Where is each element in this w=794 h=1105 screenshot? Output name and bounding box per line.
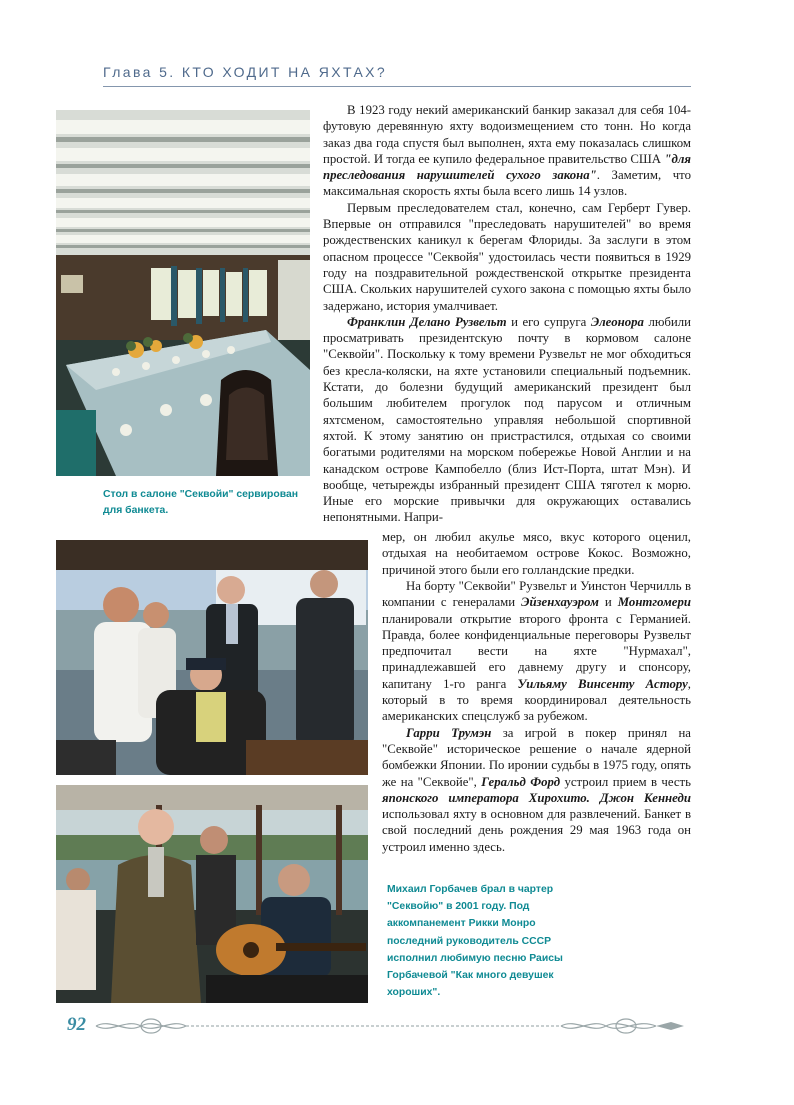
name-hirohito-kennedy: японского императора Хирохито. Джон Кеннеди xyxy=(382,790,691,805)
paragraph-2: Первым преследователем стал, конечно, сам Герберт Гувер. Впервые он отправился "преследовать нарушителей" во время рождественских каникул к берегам Флориды. За заслуги в этом опасном процессе "Секвойя" удостоилась чести появиться в 1929 году на поздравительной рождественской открытке президента США. Скольких нарушителей сухого закона с помощью яхты было задержано, история умалчивает. xyxy=(323,200,691,313)
article-text-bottom xyxy=(382,578,691,855)
page-number: 92 xyxy=(67,1014,86,1035)
paragraph-3 xyxy=(323,314,691,526)
page-footer xyxy=(56,1012,694,1042)
name-truman: Гарри Трумэн xyxy=(406,725,492,740)
gorbachev-photo xyxy=(56,785,368,1003)
rope-ornament xyxy=(56,1012,694,1042)
paragraph-1 xyxy=(323,102,691,200)
caption-gorbachev: Михаил Горбачев брал в чартер "Секвойю" в 2001 году. Под аккомпанемент Рикки Монро последний руководитель СССР исполнил любимую песню Раисы Горбачевой "Как много девушек хороших". xyxy=(387,884,563,999)
paragraph-4-end: , который в то время координировал деятельность американских спецслужб за рубежом. xyxy=(382,676,691,724)
paragraph-1-emphasis: "для преследования нарушителей сухого закона" xyxy=(323,151,691,183)
paragraph-5-end: использовал яхту в основном для развлечений. Банкет в свой последний день рождения 29 мая 1963 года он устроил именно здесь. xyxy=(382,807,691,854)
paragraph-3-continued: мер, он любил акулье мясо, вкус которого оценил, отдыхая на необитаемом острове Кокос. Возможно, причиной этого были его голландские предки. xyxy=(382,530,691,577)
paragraph-4-body: планировали открытие второго фронта с Германией. Правда, более конфиденциальные переговоры Рузвельт предпочитал вести на яхте "Нурмахал", принадлежавшей его давнему другу и спонсору, капитану 1-го ранга xyxy=(382,611,691,691)
article-text-narrow xyxy=(382,529,691,578)
paragraph-4-and: и xyxy=(598,595,618,610)
paragraph-4 xyxy=(382,578,691,725)
paragraph-3-body: любили просматривать президентскую почту в кормовом салоне "Секвойи". Поскольку к тому времени Рузвельт не мог обходиться без кресла-коляски, на яхте установили специальный подъемник. Кстати, до болезни будущий американский президент был большим любителем прогулок под парусом и отличным яхтсменом, самостоятельно управляя небольшой спортивной яхтой. К этому занятию он пристрастился, отдыхая со своими богатыми родителями на морском побережье Новой Англии и на канадском острове Кампобелло (близ Ист-Порта, штат Мэн). И вообще, четырежды избранный президент США тяготел к морю. Иные его морские привычки для окружающих оставались непонятными. Напри- xyxy=(323,314,691,525)
paragraph-5-text: за игрой в покер принял на "Секвойе" историческое решение о начале ядерной бомбежки Японии. По иронии судьбы в 1975 году, опять же на "Секвойе", xyxy=(382,725,691,789)
name-eleanor: Элеонора xyxy=(590,314,644,329)
caption-salon: Стол в салоне "Секвойи" сервирован для банкета. xyxy=(103,489,299,516)
name-ford: Геральд Форд xyxy=(481,774,561,789)
paragraph-4-text: На борту "Секвойи" Рузвельт и Уинстон Черчилль в компании с генералами xyxy=(382,579,691,610)
deck-group-photo xyxy=(56,540,368,775)
name-roosevelt: Франклин Делано Рузвельт xyxy=(347,314,507,329)
name-montgomery: Монтгомери xyxy=(617,595,691,610)
salon-photo xyxy=(56,110,310,476)
article-text-top xyxy=(323,102,691,526)
paragraph-1-text: В 1923 году некий американский банкир заказал для себя 104-футовую деревянную яхту водоизмещением сто тонн. Но когда заказ два года спустя был выполнен, яхта ему показалась слишком простой. И тогда ее купило федеральное правительство США xyxy=(323,103,691,166)
paragraph-5-mid: устроил прием в честь xyxy=(560,774,691,789)
name-astor: Уильяму Винсенту Астору xyxy=(517,676,688,691)
paragraph-5 xyxy=(382,725,691,855)
paragraph-1-end: . Заметим, что максимальная скорость яхты была всего лишь 14 узлов. xyxy=(323,168,691,199)
paragraph-3-text: и его супруга xyxy=(506,314,591,329)
name-eisenhower: Эйзенхауэром xyxy=(521,595,599,610)
running-header: Глава 5. КТО ХОДИТ НА ЯХТАХ? xyxy=(103,64,388,80)
header-rule xyxy=(103,86,691,87)
